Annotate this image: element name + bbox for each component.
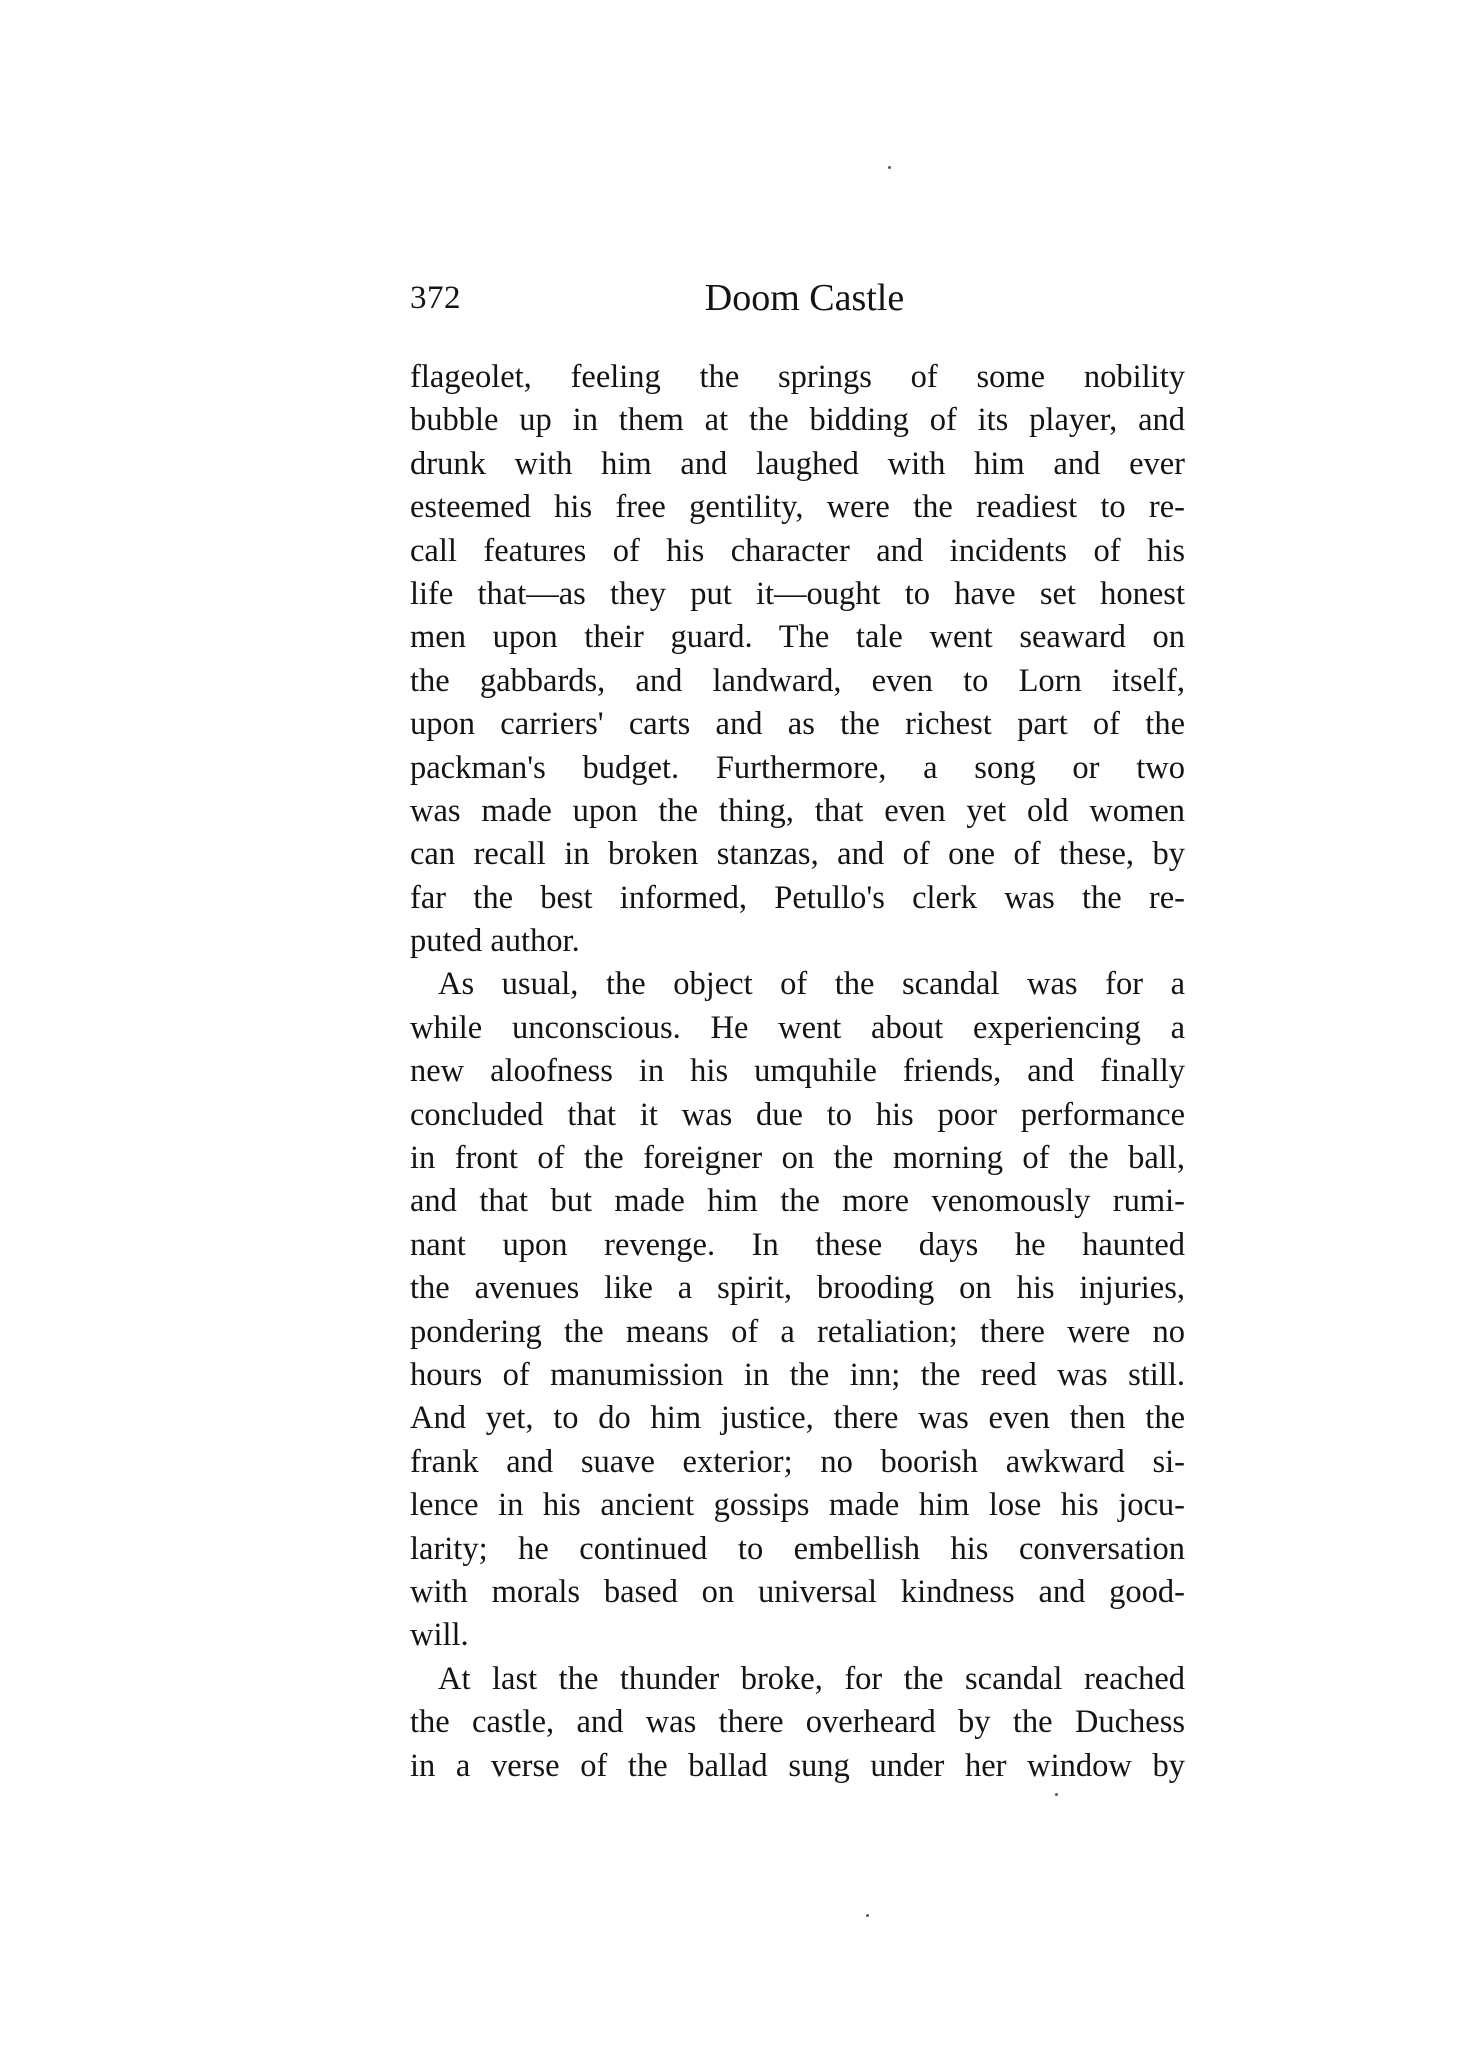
text-line: bubble up in them at the bidding of its player, and <box>410 402 1185 439</box>
body-text <box>410 356 1185 1788</box>
text-line: the gabbards, and landward, even to Lorn itself, <box>410 662 1185 699</box>
text-line: esteemed his free gentility, were the readiest to re- <box>410 489 1185 526</box>
text-line: in front of the foreigner on the morning of the ball, <box>410 1140 1185 1177</box>
text-line: was made upon the thing, that even yet old women <box>410 792 1185 829</box>
text-line: packman's budget. Furthermore, a song or two <box>410 749 1185 786</box>
text-line: drunk with him and laughed with him and ever <box>410 445 1185 482</box>
text-line: larity; he continued to embellish his conversation <box>410 1530 1185 1567</box>
paragraph-1 <box>410 356 1185 963</box>
text-line: As usual, the object of the scandal was for a <box>438 966 1185 1003</box>
paragraph-2 <box>410 963 1185 1657</box>
scan-speck <box>866 1914 869 1917</box>
text-line: At last the thunder broke, for the scandal reached <box>438 1660 1185 1697</box>
text-line: the avenues like a spirit, brooding on his injuries, <box>410 1270 1185 1307</box>
text-line: hours of manumission in the inn; the reed was still. <box>410 1356 1185 1393</box>
text-line: flageolet, feeling the springs of some nobility <box>410 359 1185 395</box>
text-line: the castle, and was there overheard by the Duchess <box>410 1704 1185 1741</box>
text-line: new aloofness in his umquhile friends, and finally <box>410 1053 1185 1090</box>
scan-speck <box>1055 1793 1058 1796</box>
book-title: Doom Castle <box>704 277 905 319</box>
scan-speck <box>888 166 891 169</box>
page-number: 372 <box>410 280 461 316</box>
text-line: will. <box>410 1617 469 1654</box>
text-line: puted author. <box>410 923 580 960</box>
text-line: in a verse of the ballad sung under her window by <box>410 1747 1185 1784</box>
text-line: concluded that it was due to his poor performance <box>410 1096 1185 1133</box>
text-line: while unconscious. He went about experiencing a <box>410 1009 1185 1046</box>
text-line: And yet, to do him justice, there was even then the <box>410 1400 1185 1437</box>
text-line: and that but made him the more venomously rumi- <box>410 1183 1185 1220</box>
text-line: upon carriers' carts and as the richest part of the <box>410 706 1185 743</box>
text-line: can recall in broken stanzas, and of one of these, by <box>410 836 1185 873</box>
text-line: pondering the means of a retaliation; there were no <box>410 1313 1185 1350</box>
text-line: life that—as they put it—ought to have set honest <box>410 575 1185 612</box>
text-line: men upon their guard. The tale went seaward on <box>410 619 1185 656</box>
running-head <box>410 276 1185 326</box>
text-line: with morals based on universal kindness and good- <box>410 1573 1185 1610</box>
text-line: frank and suave exterior; no boorish awkward si- <box>410 1443 1185 1480</box>
paragraph-3 <box>410 1658 1185 1788</box>
text-line: nant upon revenge. In these days he haunted <box>410 1226 1185 1263</box>
text-line: lence in his ancient gossips made him lose his jocu- <box>410 1487 1185 1524</box>
text-line: far the best informed, Petullo's clerk was the re- <box>410 879 1185 916</box>
text-line: call features of his character and incidents of his <box>410 532 1185 569</box>
